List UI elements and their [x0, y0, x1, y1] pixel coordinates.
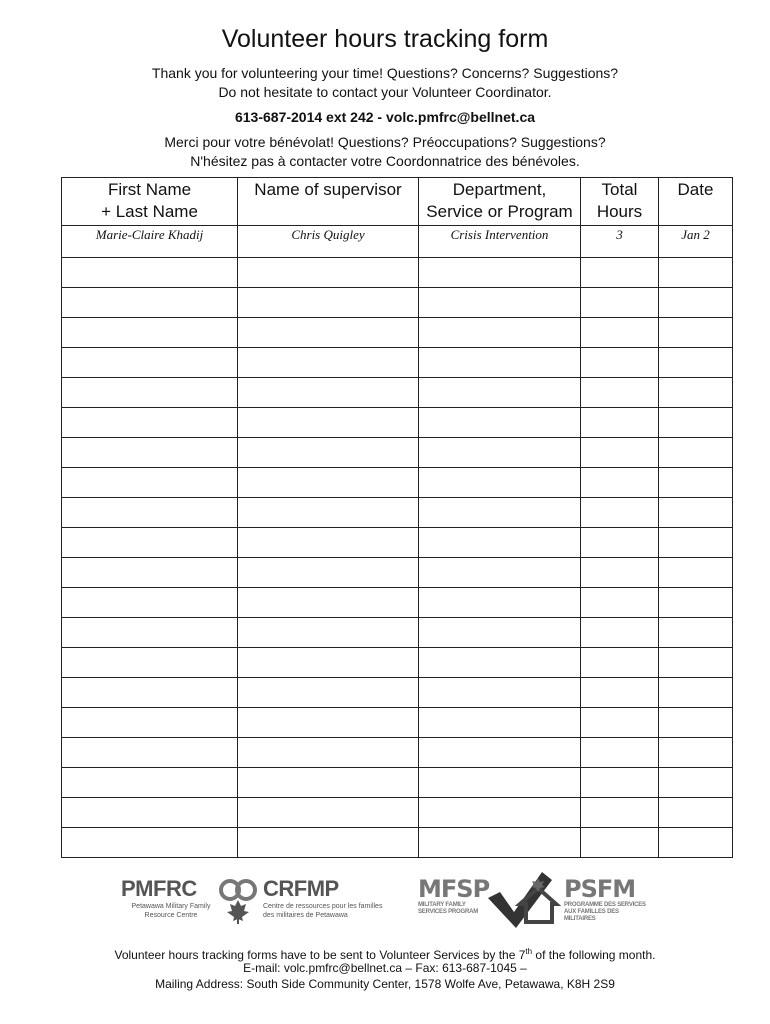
hours-cell[interactable] [581, 588, 659, 618]
hours-cell[interactable] [581, 558, 659, 588]
hours-cell[interactable] [581, 528, 659, 558]
hours-cell[interactable] [581, 498, 659, 528]
footer-address: Mailing Address: South Side Community Center, 1578 Wolfe Ave, Petawawa, K8H 2S9 [155, 977, 615, 991]
supervisor-cell[interactable] [238, 468, 419, 498]
example-row [62, 226, 733, 258]
hours-cell[interactable] [581, 378, 659, 408]
page-title: Volunteer hours tracking form [221, 25, 549, 53]
hours-cell[interactable] [581, 798, 659, 828]
hours-cell[interactable] [581, 468, 659, 498]
name-cell[interactable] [62, 588, 238, 618]
hours-cell[interactable] [581, 438, 659, 468]
hours-cell[interactable] [581, 348, 659, 378]
date-cell[interactable] [659, 768, 733, 798]
hours-cell[interactable] [581, 288, 659, 318]
hours-cell[interactable] [581, 408, 659, 438]
table-row [62, 408, 733, 438]
table-row [62, 588, 733, 618]
department-cell[interactable] [419, 768, 581, 798]
department-cell[interactable] [419, 588, 581, 618]
table-row [62, 288, 733, 318]
supervisor-cell[interactable] [238, 828, 419, 858]
department-cell[interactable] [419, 798, 581, 828]
name-cell[interactable] [62, 468, 238, 498]
supervisor-cell[interactable] [238, 288, 419, 318]
intro-en-line-1: Thank you for volunteering your time! Questions? Concerns? Suggestions? [151, 65, 619, 81]
hours-cell[interactable] [581, 708, 659, 738]
supervisor-cell[interactable] [238, 708, 419, 738]
hours-cell[interactable] [581, 258, 659, 288]
department-cell[interactable] [419, 558, 581, 588]
table-row [62, 828, 733, 858]
intro-fr-line-2: N'hésitez pas à contacter votre Coordonnatrice des bénévoles. [190, 153, 580, 169]
name-cell[interactable] [62, 408, 238, 438]
supervisor-cell[interactable] [238, 498, 419, 528]
header-department: Department, Service or Program [419, 178, 581, 226]
supervisor-cell[interactable] [238, 438, 419, 468]
supervisor-cell[interactable] [238, 648, 419, 678]
hours-cell[interactable] [581, 828, 659, 858]
name-cell[interactable] [62, 378, 238, 408]
table-row [62, 798, 733, 828]
logos-bar [0, 868, 770, 938]
hours-cell[interactable] [581, 618, 659, 648]
coordinator-contact: 613-687-2014 ext 242 - volc.pmfrc@bellnet.ca [234, 109, 536, 125]
name-cell[interactable] [62, 648, 238, 678]
department-cell[interactable] [419, 318, 581, 348]
table-row [62, 528, 733, 558]
footer-deadline: Volunteer hours tracking forms have to be sent to Volunteer Services by the 7th of the following month. [114, 947, 656, 962]
mfsp-wordmark: MFSP [418, 875, 490, 903]
supervisor-cell[interactable] [238, 618, 419, 648]
table-row [62, 678, 733, 708]
hours-cell[interactable] [581, 678, 659, 708]
psfm-wordmark: PSFM [564, 875, 636, 903]
department-cell[interactable] [419, 288, 581, 318]
example-hours: 3 [581, 226, 659, 258]
supervisor-cell[interactable] [238, 528, 419, 558]
hours-cell[interactable] [581, 648, 659, 678]
table-row [62, 768, 733, 798]
supervisor-cell[interactable] [238, 768, 419, 798]
date-cell[interactable] [659, 708, 733, 738]
example-date: Jan 2 [659, 226, 733, 258]
date-cell[interactable] [659, 288, 733, 318]
date-cell[interactable] [659, 468, 733, 498]
date-cell[interactable] [659, 558, 733, 588]
supervisor-cell[interactable] [238, 738, 419, 768]
table-row [62, 258, 733, 288]
department-cell[interactable] [419, 468, 581, 498]
table-row [62, 558, 733, 588]
date-cell[interactable] [659, 318, 733, 348]
department-cell[interactable] [419, 378, 581, 408]
date-cell[interactable] [659, 408, 733, 438]
name-cell[interactable] [62, 498, 238, 528]
name-cell[interactable] [62, 258, 238, 288]
date-cell[interactable] [659, 648, 733, 678]
date-cell[interactable] [659, 498, 733, 528]
footer-contact: E-mail: volc.pmfrc@bellnet.ca – Fax: 613-687-1045 – [243, 961, 527, 975]
date-cell[interactable] [659, 828, 733, 858]
table-row [62, 708, 733, 738]
pmfrc-crfmp-logo: PMFRC Petawawa Military Family Resource Centre CRFMP Centre de ressources pour les familles des militaires de Petawawa [121, 876, 401, 932]
volunteer-hours-table [61, 177, 733, 858]
department-cell[interactable] [419, 618, 581, 648]
header-name: First Name + Last Name [62, 178, 238, 226]
date-cell[interactable] [659, 678, 733, 708]
name-cell[interactable] [62, 768, 238, 798]
table-row [62, 648, 733, 678]
supervisor-cell[interactable] [238, 258, 419, 288]
pmfrc-wordmark: PMFRC [121, 876, 197, 901]
date-cell[interactable] [659, 438, 733, 468]
date-cell[interactable] [659, 588, 733, 618]
table-row [62, 438, 733, 468]
department-cell[interactable] [419, 828, 581, 858]
department-cell[interactable] [419, 678, 581, 708]
mfsp-psfm-logo: MFSP MILITARY FAMILY SERVICES PROGRAM PSFM PROGRAMME DES SERVICES AUX FAMILLES DES MILITAIRES [416, 868, 648, 934]
hours-cell[interactable] [581, 318, 659, 348]
table-row [62, 618, 733, 648]
supervisor-cell[interactable] [238, 678, 419, 708]
name-cell[interactable] [62, 798, 238, 828]
name-cell[interactable] [62, 528, 238, 558]
intro-fr-line-1: Merci pour votre bénévolat! Questions? Préoccupations? Suggestions? [164, 134, 606, 150]
table-row [62, 498, 733, 528]
department-cell[interactable] [419, 348, 581, 378]
date-cell[interactable] [659, 378, 733, 408]
example-department: Crisis Intervention [419, 226, 581, 258]
supervisor-cell[interactable] [238, 588, 419, 618]
table-row [62, 738, 733, 768]
checkmark-house-icon [486, 868, 562, 930]
name-cell[interactable] [62, 738, 238, 768]
table-row [62, 318, 733, 348]
intro-en-line-2: Do not hesitate to contact your Volunteer Coordinator. [218, 84, 552, 100]
header-total-hours: Total Hours [581, 178, 659, 226]
name-cell[interactable] [62, 708, 238, 738]
department-cell[interactable] [419, 408, 581, 438]
name-cell[interactable] [62, 618, 238, 648]
department-cell[interactable] [419, 738, 581, 768]
supervisor-cell[interactable] [238, 798, 419, 828]
department-cell[interactable] [419, 498, 581, 528]
table-row [62, 348, 733, 378]
example-name: Marie-Claire Khadij [62, 226, 238, 258]
date-cell[interactable] [659, 618, 733, 648]
department-cell[interactable] [419, 258, 581, 288]
maple-leaf-emblem-icon [216, 878, 260, 926]
table-row [62, 378, 733, 408]
department-cell[interactable] [419, 528, 581, 558]
crfmp-wordmark: CRFMP [263, 876, 339, 901]
supervisor-cell[interactable] [238, 348, 419, 378]
date-cell[interactable] [659, 528, 733, 558]
department-cell[interactable] [419, 708, 581, 738]
table-row [62, 468, 733, 498]
header-date: Date [659, 178, 733, 226]
name-cell[interactable] [62, 438, 238, 468]
name-cell[interactable] [62, 288, 238, 318]
name-cell[interactable] [62, 348, 238, 378]
date-cell[interactable] [659, 258, 733, 288]
hours-cell[interactable] [581, 738, 659, 768]
supervisor-cell[interactable] [238, 408, 419, 438]
hours-cell[interactable] [581, 768, 659, 798]
department-cell[interactable] [419, 648, 581, 678]
date-cell[interactable] [659, 348, 733, 378]
supervisor-cell[interactable] [238, 558, 419, 588]
table-header-row [62, 178, 733, 226]
header-supervisor: Name of supervisor [238, 178, 419, 226]
date-cell[interactable] [659, 798, 733, 828]
supervisor-cell[interactable] [238, 318, 419, 348]
date-cell[interactable] [659, 738, 733, 768]
name-cell[interactable] [62, 678, 238, 708]
example-supervisor: Chris Quigley [238, 226, 419, 258]
name-cell[interactable] [62, 558, 238, 588]
supervisor-cell[interactable] [238, 378, 419, 408]
department-cell[interactable] [419, 438, 581, 468]
name-cell[interactable] [62, 828, 238, 858]
name-cell[interactable] [62, 318, 238, 348]
